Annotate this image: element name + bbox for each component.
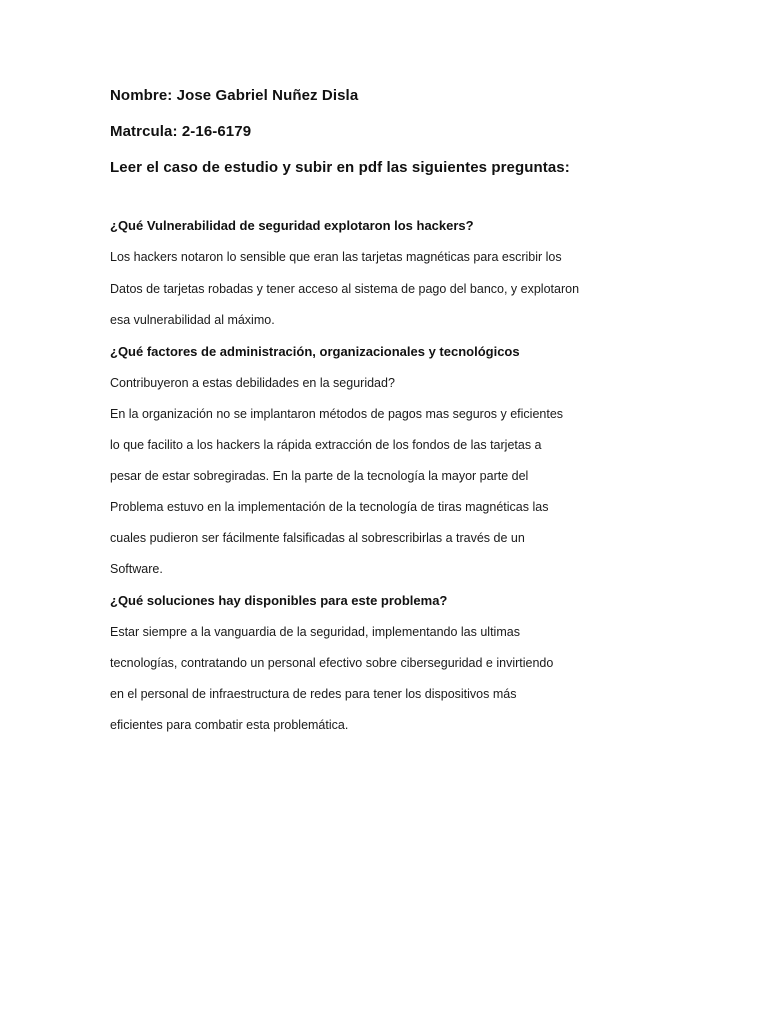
student-id: Matrcula: 2-16-6179 — [110, 123, 252, 140]
answer-1-line: Datos de tarjetas robadas y tener acceso al sistema de pago del banco, y explotaron — [110, 282, 580, 296]
answer-2-line: Contribuyeron a estas debilidades en la seguridad? — [110, 376, 395, 390]
question-1: ¿Qué Vulnerabilidad de seguridad explotaron los hackers? — [110, 218, 474, 233]
question-2: ¿Qué factores de administración, organizacionales y tecnológicos — [110, 344, 520, 359]
answer-3-line: tecnologías, contratando un personal efectivo sobre ciberseguridad e invirtiendo — [110, 656, 554, 670]
answer-1-line: Los hackers notaron lo sensible que eran las tarjetas magnéticas para escribir los — [110, 250, 562, 264]
answer-2-line: cuales pudieron ser fácilmente falsificadas al sobrescribirlas a través de un — [110, 531, 525, 545]
answer-2-line: Problema estuvo en la implementación de la tecnología de tiras magnéticas las — [110, 500, 549, 514]
answer-3-line: eficientes para combatir esta problemática. — [110, 718, 349, 732]
answer-1-line: esa vulnerabilidad al máximo. — [110, 313, 275, 327]
answer-2-line: pesar de estar sobregiradas. En la parte de la tecnología la mayor parte del — [110, 469, 529, 483]
student-name: Nombre: Jose Gabriel Nuñez Disla — [110, 87, 359, 104]
answer-2-line: Software. — [110, 562, 163, 576]
answer-2-line: lo que facilito a los hackers la rápida extracción de los fondos de las tarjetas a — [110, 438, 542, 452]
answer-3-line: Estar siempre a la vanguardia de la seguridad, implementando las ultimas — [110, 625, 520, 639]
question-3: ¿Qué soluciones hay disponibles para este problema? — [110, 593, 448, 608]
answer-2-line: En la organización no se implantaron métodos de pagos mas seguros y eficientes — [110, 407, 564, 421]
assignment-instruction: Leer el caso de estudio y subir en pdf las siguientes preguntas: — [110, 159, 570, 176]
answer-3-line: en el personal de infraestructura de redes para tener los dispositivos más — [110, 687, 517, 701]
